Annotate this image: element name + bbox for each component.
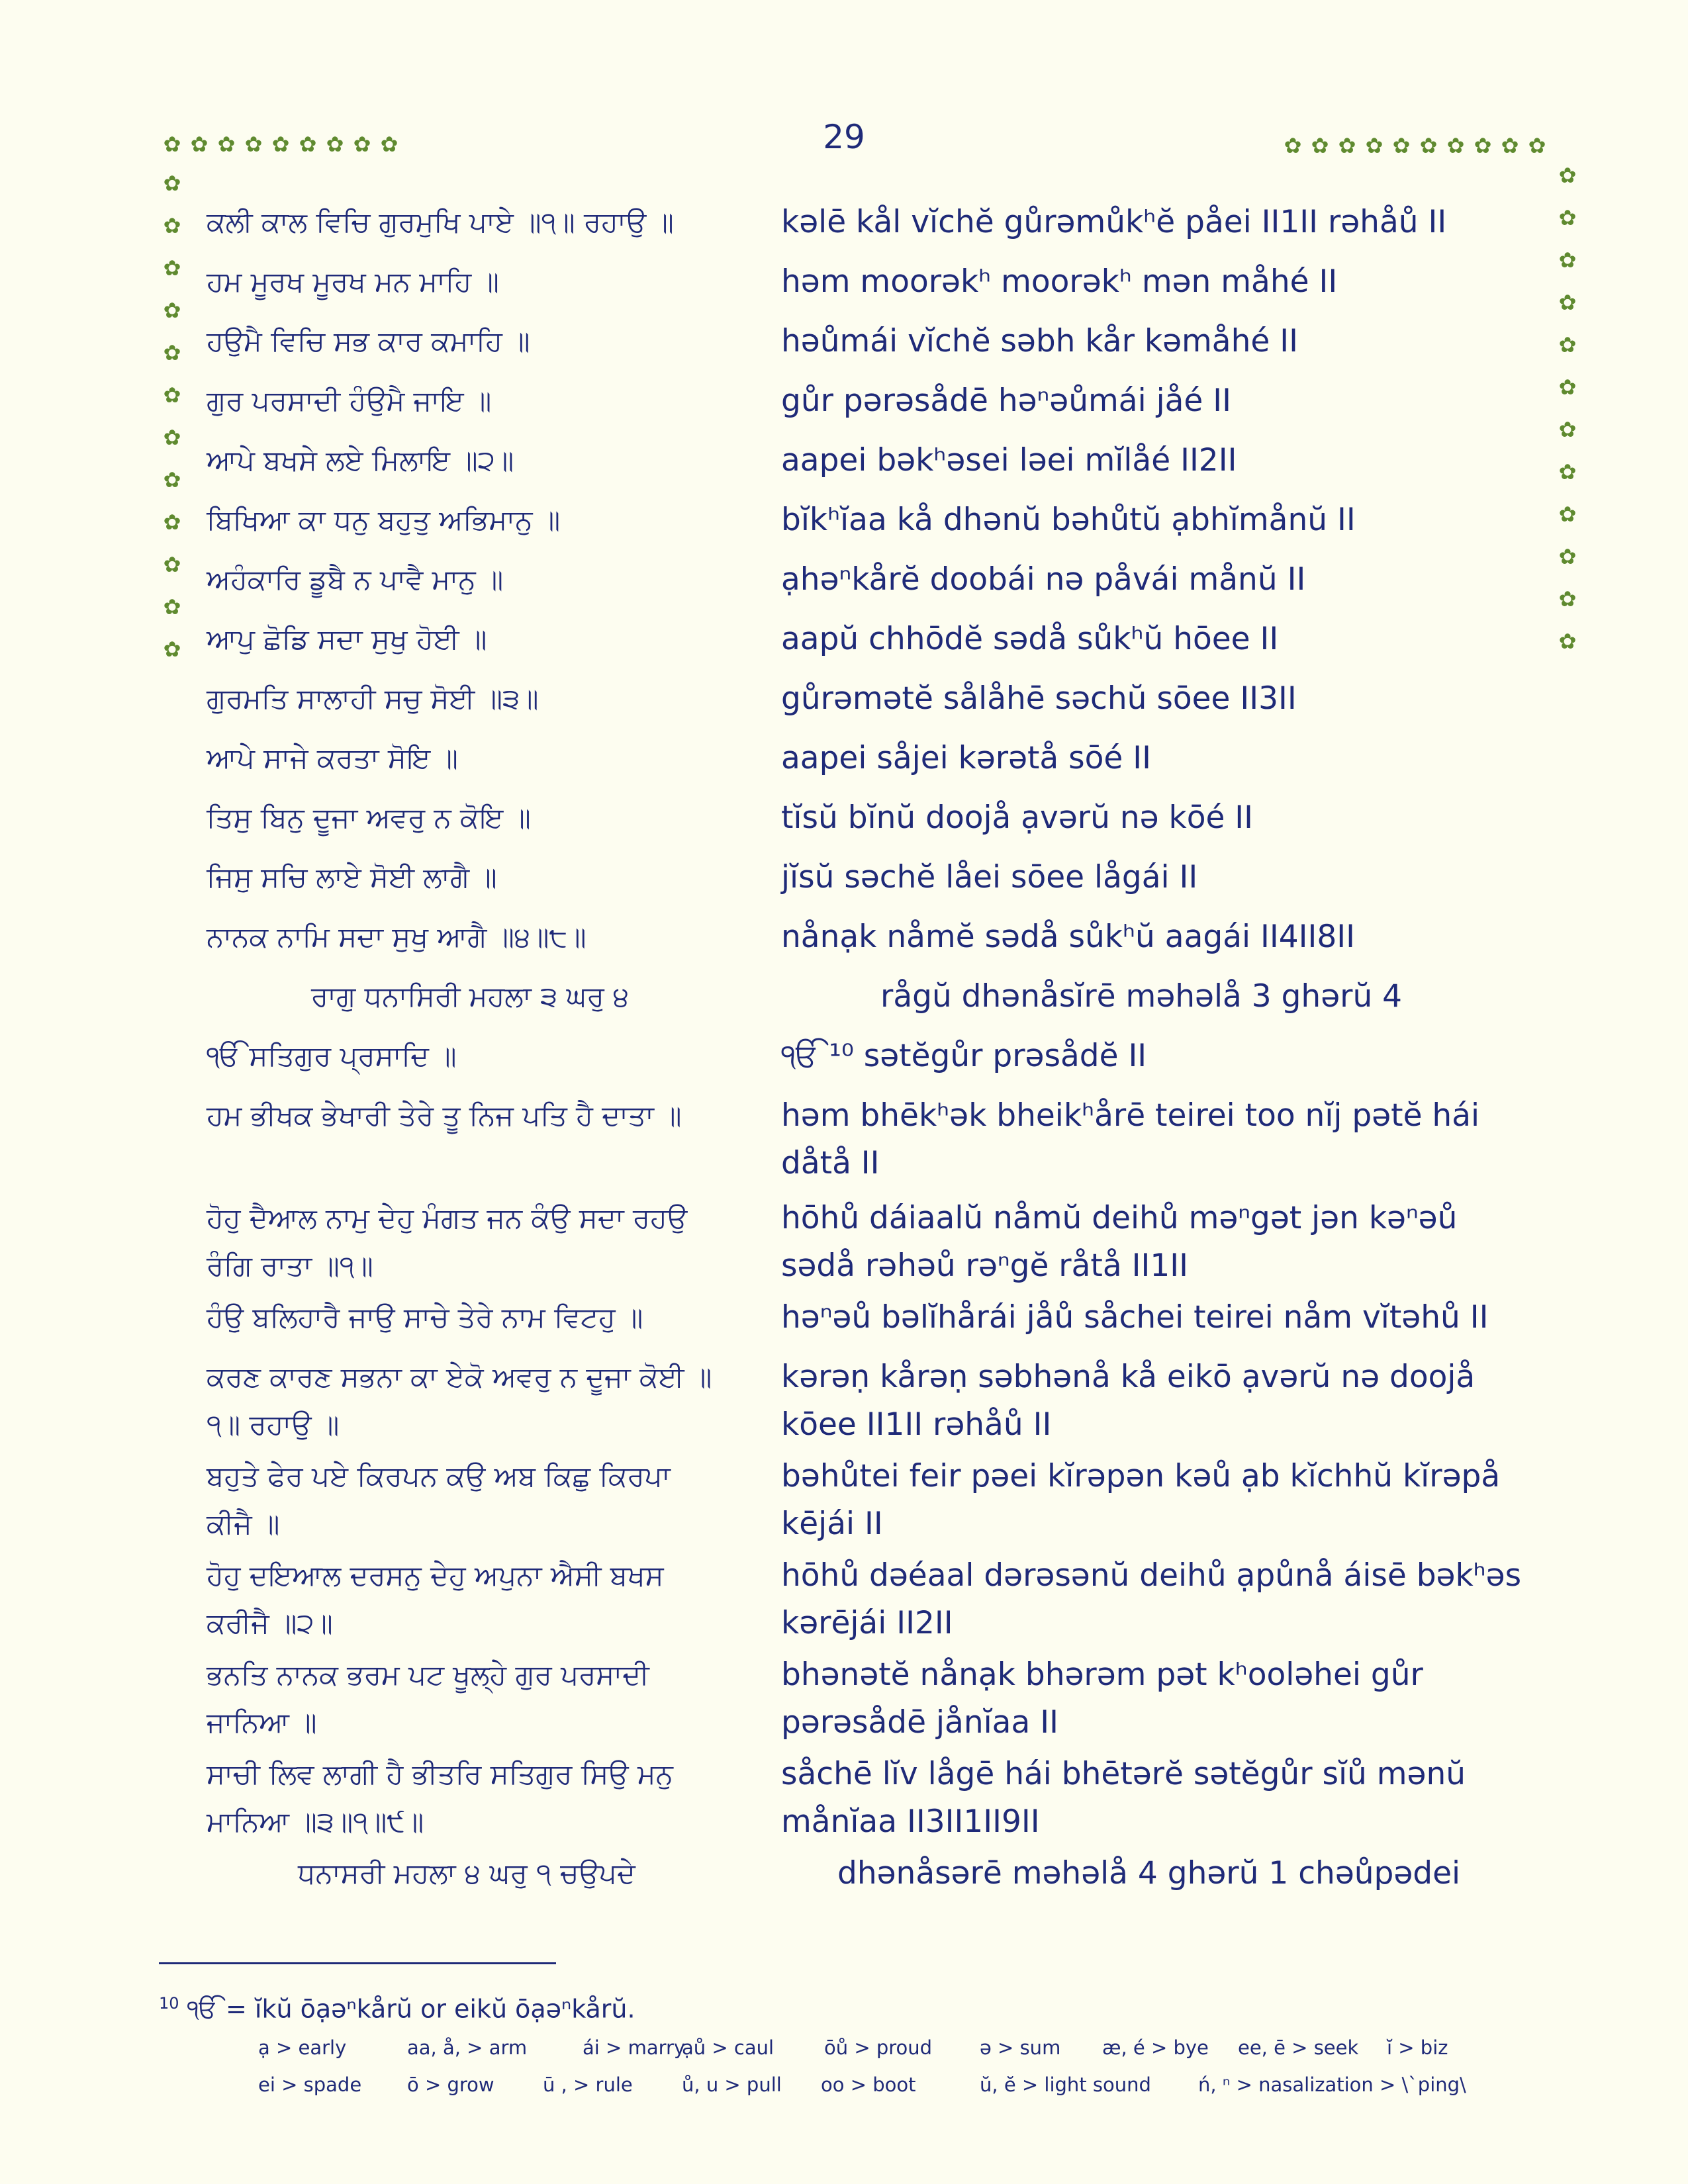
- gurmukhi-text: ਨਾਨਕ ਨਾਮਿ ਸਦਾ ਸੁਖੁ ਆਗੈ ॥੪॥੮॥: [207, 921, 586, 953]
- transliteration-text: såchē lĭv lågē hái bhētərĕ sətĕgůr sĭů mənŭ månĭaa II3II1II9II: [781, 1756, 1466, 1840]
- gurmukhi-text: ਆਪੁ ਛੋਡਿ ਸਦਾ ਸੁਖੁ ਹੋਈ ॥: [207, 623, 487, 655]
- flower-ornament-icon: [162, 173, 182, 193]
- flower-ornament-icon: [1558, 293, 1577, 312]
- ornament-row-top-right: [1283, 136, 1547, 156]
- transliteration-text: jĭsŭ səchĕ låei sōee lågái II: [781, 859, 1198, 895]
- footnote-divider: [159, 1962, 556, 1964]
- page-number: 29: [823, 118, 865, 156]
- gurmukhi-text: ਆਪੇ ਬਖਸੇ ਲਏ ਮਿਲਾਇ ॥੨॥: [207, 444, 514, 477]
- transliteration-text: ạhəⁿkårĕ doobái nə påvái månŭ II: [781, 561, 1306, 598]
- legend-item: ń, ⁿ > nasalization > \`ping\: [1198, 2073, 1466, 2096]
- flower-ornament-icon: [379, 134, 399, 154]
- gurmukhi-text: ਹਮ ਮੂਰਖ ਮੂਰਖ ਮਨ ਮਾਹਿ ॥: [207, 265, 499, 298]
- gurmukhi-text: ਆਪੇ ਸਾਜੇ ਕਰਤਾ ਸੋਇ ॥: [207, 742, 458, 774]
- flower-ornament-icon: [1558, 377, 1577, 397]
- gurmukhi-text: ਜਿਸੁ ਸਚਿ ਲਾਏ ਸੋਈ ਲਾਗੈ ॥: [207, 861, 497, 893]
- gurmukhi-text: ਤਿਸੁ ਬਿਨੁ ਦੂਜਾ ਅਵਰੁ ਨ ਕੋਇ ॥: [207, 801, 531, 834]
- gurmukhi-text: ਹੋਹੁ ਦਇਆਲ ਦਰਸਨੁ ਦੇਹੁ ਅਪੁਨਾ ਐਸੀ ਬਖਸ ਕਰੀਜੈ ॥੨॥: [207, 1559, 664, 1639]
- flower-ornament-icon: [1558, 165, 1577, 185]
- transliteration-text: bəhůtei feir pəei kĭrəpən kəů ạb kĭchhŭ kĭrəpå kējái II: [781, 1458, 1501, 1542]
- flower-ornament-icon: [162, 639, 182, 659]
- flower-ornament-icon: [162, 258, 182, 278]
- flower-ornament-icon: [1527, 136, 1547, 156]
- legend-item: ei > spade: [258, 2073, 362, 2096]
- pronunciation-legend-row-2: [0, 2073, 1688, 2107]
- flower-ornament-icon: [1446, 136, 1466, 156]
- transliteration-text: hōhů dəéaal dərəsənŭ deihů ạpůnå áisē bəkʰəs kərējái II2II: [781, 1557, 1522, 1641]
- transliteration-text: kəlē kål vĭchĕ gůrəmůkʰĕ påei II1II rəhåů II: [781, 204, 1447, 240]
- transliteration-text: tĭsŭ bĭnŭ doojå ạvərŭ nə kōé II: [781, 799, 1254, 836]
- flower-ornament-icon: [1500, 136, 1520, 156]
- legend-item: oo > boot: [821, 2073, 916, 2096]
- flower-ornament-icon: [162, 134, 182, 154]
- flower-ornament-icon: [1558, 208, 1577, 228]
- transliteration-text: aapei såjei kərətå sōé II: [781, 740, 1151, 776]
- transliteration-text: ੴ ¹⁰ sətĕgůr prəsådĕ II: [781, 1038, 1147, 1074]
- flower-ornament-icon: [1558, 631, 1577, 651]
- flower-ornament-icon: [1391, 136, 1411, 156]
- transliteration-text: hōhů dáiaalŭ nåmŭ deihů məⁿgət jən kəⁿəů sədå rəhəů rəⁿgĕ råtå II1II: [781, 1200, 1458, 1284]
- flower-ornament-icon: [271, 134, 291, 154]
- flower-ornament-icon: [162, 216, 182, 236]
- gurmukhi-text: ਹਉਮੈ ਵਿਚਿ ਸਭ ਕਾਰ ਕਮਾਹਿ ॥: [207, 325, 530, 357]
- legend-item: ōů > proud: [824, 2036, 933, 2059]
- legend-item: ĭ > biz: [1387, 2036, 1448, 2059]
- flower-ornament-icon: [1364, 136, 1384, 156]
- transliteration-text: həⁿəů bəlĭhårái jåů såchei teirei nåm vĭtəhů II: [781, 1299, 1489, 1336]
- transliteration-text: kərəṇ kårəṇ səbhənå kå eikō ạvərŭ nə doojå kōee II1II rəhåů II: [781, 1359, 1476, 1443]
- flower-ornament-icon: [244, 134, 263, 154]
- legend-item: ee, ē > seek: [1238, 2036, 1359, 2059]
- flower-ornament-icon: [162, 470, 182, 490]
- transliteration-text: nånạk nåmĕ sədå sůkʰŭ aagái II4II8II: [781, 919, 1355, 955]
- transliteration-heading: dhənåsərē məhəlå 4 ghərŭ 1 chəůpədei: [837, 1855, 1461, 1891]
- gurmukhi-text: ੴ ਸਤਿਗੁਰ ਪ੍ਰਸਾਦਿ ॥: [207, 1040, 457, 1072]
- flower-ornament-icon: [162, 300, 182, 320]
- transliteration-text: həm moorəkʰ moorəkʰ mən måhé II: [781, 263, 1338, 300]
- gurmukhi-text: ਗੁਰਮਤਿ ਸਾਲਾਹੀ ਸਚੁ ਸੋਈ ॥੩॥: [207, 682, 539, 715]
- pronunciation-legend-row-1: [0, 2036, 1688, 2070]
- footnote-marker: 10: [159, 1994, 179, 2013]
- transliteration-text: həm bhēkʰək bheikʰårē teirei too nĭj pətĕ hái dåtå II: [781, 1097, 1480, 1181]
- gurmukhi-text: ਹੰਉ ਬਲਿਹਾਰੈ ਜਾਉ ਸਾਚੇ ਤੇਰੇ ਨਾਮ ਵਿਟਹੁ ॥: [207, 1301, 643, 1334]
- flower-ornament-icon: [1337, 136, 1357, 156]
- flower-ornament-icon: [189, 134, 209, 154]
- flower-ornament-icon: [1558, 462, 1577, 482]
- footnote-text: ੴ = ĭkŭ ōạəⁿkårŭ or eikŭ ōạəⁿkårŭ.: [187, 1994, 635, 2024]
- flower-ornament-icon: [162, 597, 182, 617]
- ornament-row-top-left: [162, 134, 399, 154]
- transliteration-text: bĭkʰĭaa kå dhənŭ bəhůtŭ ạbhĭmånŭ II: [781, 502, 1356, 538]
- legend-item: aa, å, > arm: [407, 2036, 528, 2059]
- flower-ornament-icon: [1283, 136, 1303, 156]
- flower-ornament-icon: [325, 134, 345, 154]
- flower-ornament-icon: [298, 134, 318, 154]
- gurmukhi-text: ਭਨਤਿ ਨਾਨਕ ਭਰਮ ਪਟ ਖੂਲ੍ਹੇ ਗੁਰ ਪਰਸਾਦੀ ਜਾਨਿਆ ॥: [207, 1659, 649, 1739]
- legend-item: ů, u > pull: [682, 2073, 782, 2096]
- legend-item: ái > marry: [583, 2036, 686, 2059]
- gurmukhi-text: ਹੋਹੁ ਦੈਆਲ ਨਾਮੁ ਦੇਹੁ ਮੰਗਤ ਜਨ ਕੰਉ ਸਦਾ ਰਹਉ ਰੰਗਿ ਰਾਤਾ ॥੧॥: [207, 1202, 688, 1282]
- flower-ornament-icon: [1419, 136, 1438, 156]
- transliteration-text: həůmái vĭchĕ səbh kår kəmåhé II: [781, 323, 1298, 359]
- flower-ornament-icon: [1558, 589, 1577, 609]
- legend-item: æ, é > bye: [1102, 2036, 1209, 2059]
- transliteration-heading: rågŭ dhənåsĭrē məhəlå 3 ghərŭ 4: [880, 978, 1403, 1015]
- flower-ornament-icon: [1558, 504, 1577, 524]
- flower-ornament-icon: [162, 512, 182, 532]
- legend-item: ō > grow: [407, 2073, 494, 2096]
- gurmukhi-text: ਅਹੰਕਾਰਿ ਡੂਬੈ ਨ ਪਾਵੈ ਮਾਨੁ ॥: [207, 563, 504, 596]
- ornament-column-left: [162, 173, 182, 659]
- gurmukhi-text: ਕਰਣ ਕਾਰਣ ਸਭਨਾ ਕਾ ਏਕੋ ਅਵਰੁ ਨ ਦੂਜਾ ਕੋਈ ॥੧॥ ਰਹਾਉ ॥: [207, 1361, 712, 1441]
- transliteration-text: gůr pərəsådē həⁿəůmái jåé II: [781, 383, 1232, 419]
- ornament-column-right: [1558, 165, 1577, 651]
- flower-ornament-icon: [1558, 420, 1577, 439]
- gurmukhi-heading: ਰਾਗੁ ਧਨਾਸਿਰੀ ਮਹਲਾ ੩ ਘਰੁ ੪: [311, 980, 630, 1013]
- legend-item: ū , > rule: [543, 2073, 633, 2096]
- legend-item: ạů > caul: [682, 2036, 774, 2059]
- transliteration-text: aapei bəkʰəsei ləei mĭlåé II2II: [781, 442, 1237, 478]
- flower-ornament-icon: [162, 555, 182, 574]
- flower-ornament-icon: [216, 134, 236, 154]
- flower-ornament-icon: [1558, 547, 1577, 567]
- gurmukhi-heading: ਧਨਾਸਰੀ ਮਹਲਾ ੪ ਘਰੁ ੧ ਚਉਪਦੇ: [298, 1857, 635, 1889]
- legend-item: ạ > early: [258, 2036, 347, 2059]
- flower-ornament-icon: [1473, 136, 1493, 156]
- gurmukhi-text: ਬਿਖਿਆ ਕਾ ਧਨੁ ਬਹੁਤੁ ਅਭਿਮਾਨੁ ॥: [207, 504, 561, 536]
- transliteration-text: aapŭ chhōdĕ sədå sůkʰŭ hōee II: [781, 621, 1279, 657]
- flower-ornament-icon: [352, 134, 372, 154]
- legend-item: ŭ, ĕ > light sound: [980, 2073, 1151, 2096]
- gurmukhi-text: ਕਲੀ ਕਾਲ ਵਿਚਿ ਗੁਰਮੁਖਿ ਪਾਏ ॥੧॥ ਰਹਾਉ ॥: [207, 206, 674, 238]
- legend-item: ə > sum: [980, 2036, 1061, 2059]
- gurmukhi-text: ਹਮ ਭੀਖਕ ਭੇਖਾਰੀ ਤੇਰੇ ਤੂ ਨਿਜ ਪਤਿ ਹੈ ਦਾਤਾ ॥: [207, 1099, 682, 1132]
- gurmukhi-text: ਗੁਰ ਪਰਸਾਦੀ ਹੰਉਮੈ ਜਾਇ ॥: [207, 385, 492, 417]
- footnote: [159, 1987, 1549, 2026]
- flower-ornament-icon: [1558, 250, 1577, 270]
- gurmukhi-text: ਬਹੁਤੇ ਫੇਰ ਪਏ ਕਿਰਪਨ ਕਉ ਅਬ ਕਿਛੁ ਕਿਰਪਾ ਕੀਜੈ ॥: [207, 1460, 671, 1540]
- flower-ornament-icon: [162, 343, 182, 363]
- gurmukhi-text: ਸਾਚੀ ਲਿਵ ਲਾਗੀ ਹੈ ਭੀਤਰਿ ਸਤਿਗੁਰ ਸਿਉ ਮਨੁ ਮਾਨਿਆ ॥੩॥੧॥੯॥: [207, 1758, 673, 1838]
- flower-ornament-icon: [162, 385, 182, 405]
- transliteration-text: bhənətĕ nånạk bhərəm pət kʰooləhei gůr pərəsådē jånĭaa II: [781, 1657, 1423, 1741]
- transliteration-text: gůrəmətĕ sålåhē səchŭ sōee II3II: [781, 680, 1297, 717]
- flower-ornament-icon: [1310, 136, 1330, 156]
- flower-ornament-icon: [1558, 335, 1577, 355]
- flower-ornament-icon: [162, 428, 182, 447]
